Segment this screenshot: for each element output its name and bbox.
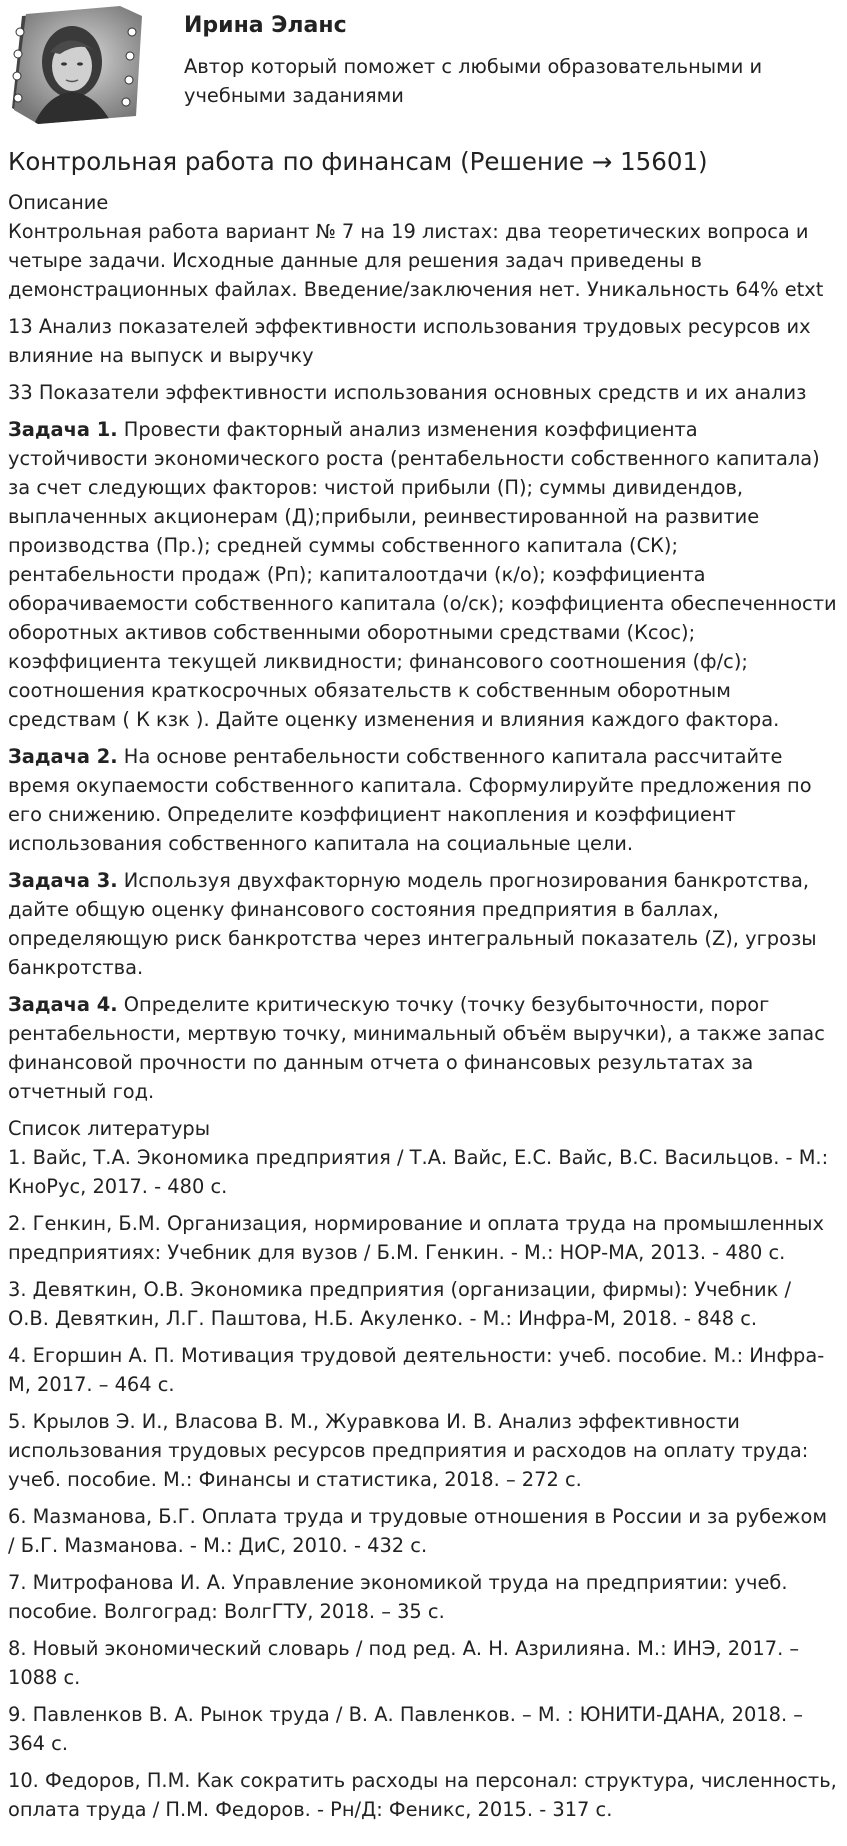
author-card [8,6,804,124]
work-description: Контрольная работа вариант № 7 на 19 листах: два теоретических вопроса и четыре задачи. Исходные данные для решения задач приведены в демонстрационных файлах. Введение/заключения нет. Уникальность 64% etxt [8,220,824,301]
author-description: Автор который поможет с любыми образовательными и учебными заданиями [184,55,763,107]
work-content [8,146,838,1832]
literature-label: Список литературы [8,1117,211,1140]
literature-item: 8. Новый экономический словарь / под ред. А. Н. Азрилияна. М.: ИНЭ, 2017. – 1088 с. [8,1637,800,1689]
literature-item: 2. Генкин, Б.М. Организация, нормирование и оплата труда на промышленных предприятиях: Учебник для вузов / Б.М. Генкин. - М.: НОР-МА, 2013. - 480 с. [8,1212,824,1264]
task-label: Задача 1. [8,418,118,441]
task-text: Определите критическую точку (точку безубыточности, порог рентабельности, мертвую точку, минимальный объём выручки), а также запас финансовой прочности по данным отчета о финансовых результатах за отчетный год. [8,993,825,1103]
author-info [184,12,804,110]
literature-list [8,1143,838,1824]
literature-item: 10. Федоров, П.М. Как сократить расходы на персонал: структура, численность, оплата труда / П.М. Федоров. - Рн/Д: Феникс, 2015. - 317 с. [8,1769,837,1821]
task-2 [8,742,838,858]
author-name: Ирина Эланс [184,13,347,38]
task-text: На основе рентабельности собственного капитала рассчитайте время окупаемости собственного капитала. Сформулируйте предложения по его снижению. Определите коэффициент накопления и коэффициент использования собственного капитала на социальные цели. [8,745,812,855]
description-label: Описание [8,191,109,214]
literature-item: 3. Девяткин, О.В. Экономика предприятия (организации, фирмы): Учебник / О.В. Девяткин, Л.Г. Паштова, Н.Б. Акуленко. - М.: Инфра-М, 2018. - 848 с. [8,1278,792,1330]
task-label: Задача 4. [8,993,118,1016]
task-text: Провести факторный анализ изменения коэффициента устойчивости экономического роста (рентабельности собственного капитала) за счет следующих факторов: чистой прибыли (П); суммы дивидендов, выплаченных акционерам (Д);прибыли, реинвестированной на развитие производства (Пр.); средней суммы собственного капитала (СК); рентабельности продаж (Рп); капиталоотдачи (к/о); коэффициента оборачиваемости собственного капитала (о/ск); коэффициента обеспеченности оборотных активов собственными оборотными средствами (Ксос); коэффициента текущей ликвидности; финансового соотношения (ф/с); соотношения краткосрочных обязательств к собственным оборотным средствам ( К кзк ). Дайте оценку изменения и влияния каждого фактора. [8,418,837,731]
task-3 [8,866,838,982]
task-text: Используя двухфакторную модель прогнозирования банкротства, дайте общую оценку финансового состояния предприятия в баллах, определяющую риск банкротства через интегральный показатель (Z), угрозы банкротства. [8,869,817,979]
task-label: Задача 2. [8,745,118,768]
question-33: 33 Показатели эффективности использования основных средств и их анализ [8,381,807,404]
literature-item: 5. Крылов Э. И., Власова В. М., Журавкова И. В. Анализ эффективности использования трудовых ресурсов предприятия и расходов на оплату труда: учеб. пособие. М.: Финансы и статистика, 2018. – 272 с. [8,1410,809,1491]
task-4 [8,990,838,1106]
literature-item: 4. Егоршин А. П. Мотивация трудовой деятельности: учеб. пособие. М.: Инфра-М, 2017. – 464 с. [8,1344,825,1396]
literature-item: 6. Мазманова, Б.Г. Оплата труда и трудовые отношения в России и за рубежом / Б.Г. Мазманова. - М.: ДиС, 2010. - 432 с. [8,1505,828,1557]
task-1 [8,415,838,734]
author-avatar [8,6,142,124]
task-label: Задача 3. [8,869,118,892]
literature-item: 1. Вайс, Т.А. Экономика предприятия / Т.А. Вайс, Е.С. Вайс, В.С. Васильцов. - М.: КноРус, 2017. - 480 с. [8,1146,829,1198]
literature-item: 9. Павленков В. А. Рынок труда / В. А. Павленков. – М. : ЮНИТИ-ДАНА, 2018. – 364 с. [8,1703,803,1755]
work-title: Контрольная работа по финансам (Решение → 15601) [8,147,708,176]
question-13: 13 Анализ показателей эффективности использования трудовых ресурсов их влияние на выпуск и выручку [8,315,811,367]
literature-item: 7. Митрофанова И. А. Управление экономикой труда на предприятии: учеб. пособие. Волгоград: ВолгГТУ, 2018. – 35 с. [8,1571,788,1623]
